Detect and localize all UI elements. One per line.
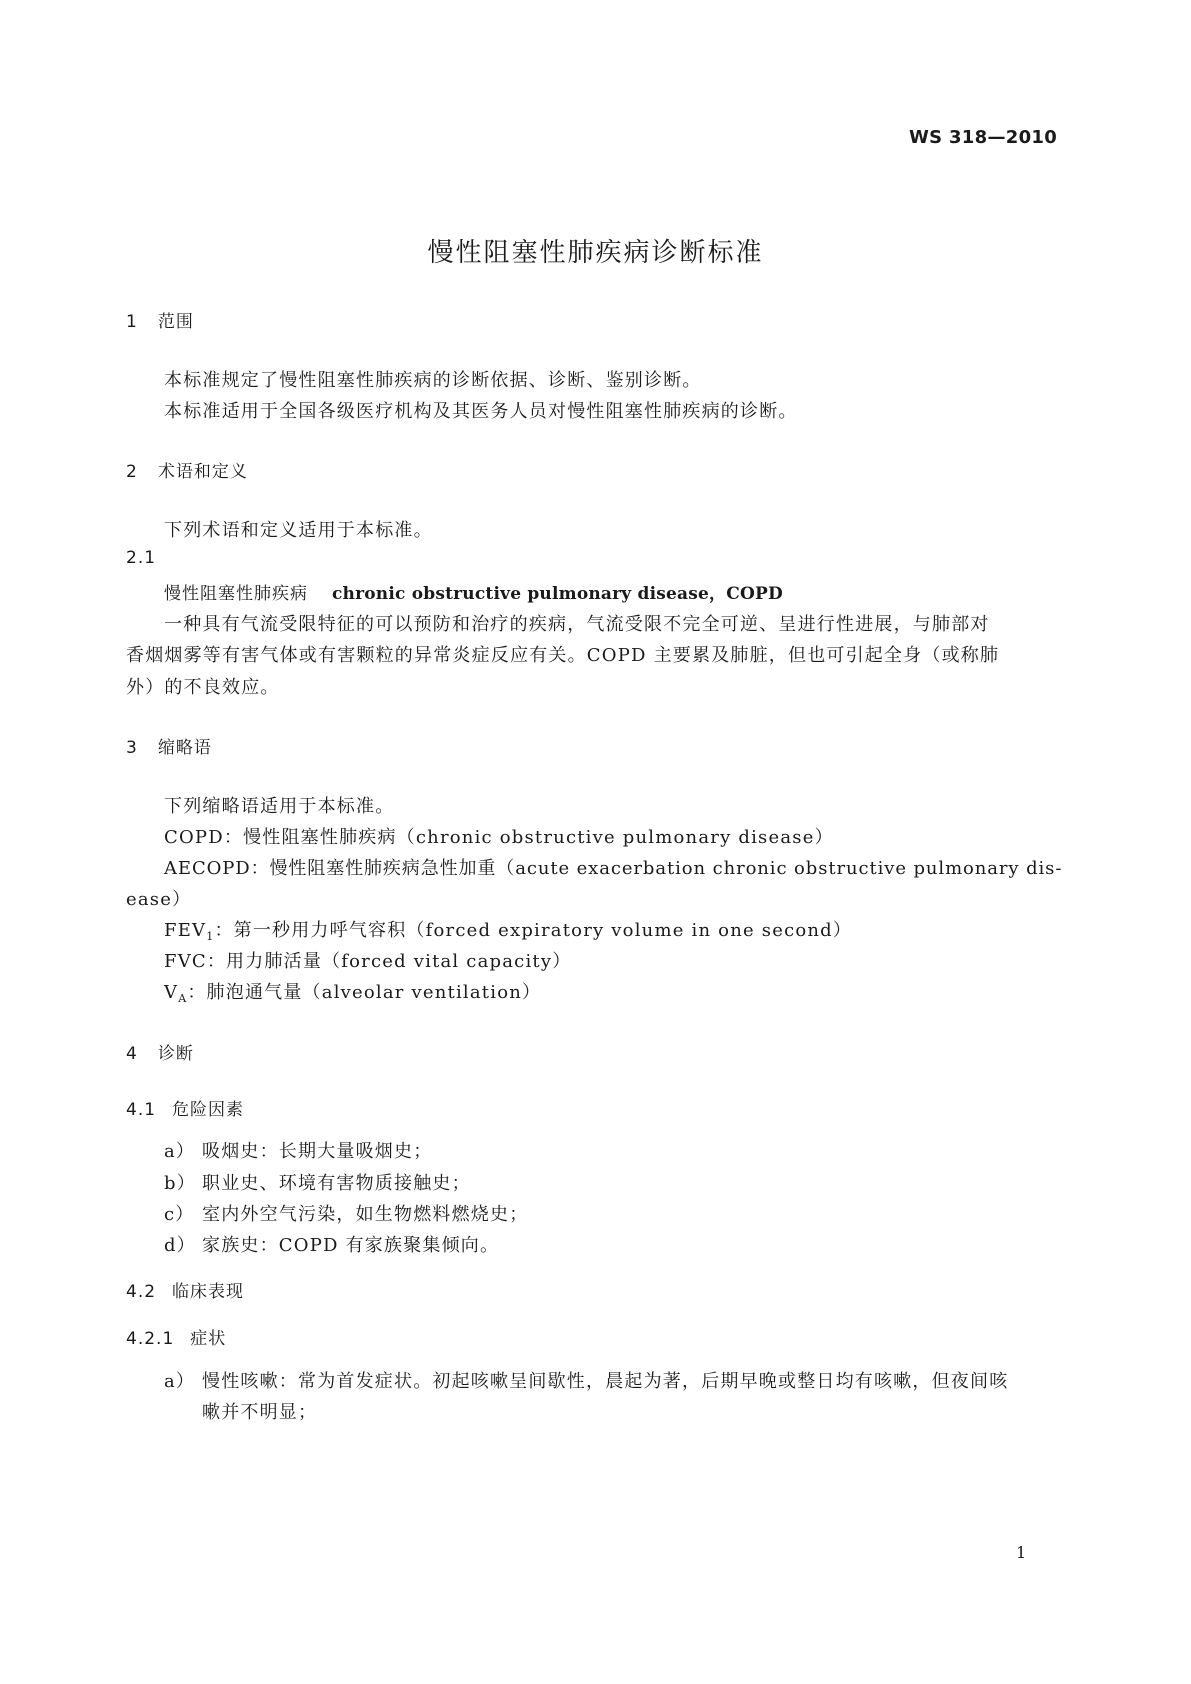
abbr-aecopd-line: AECOPD：慢性阻塞性肺疾病急性加重（acute exacerbation chronic obstructive pulmonary dis- — [164, 858, 1063, 879]
list-item — [164, 1200, 528, 1226]
list-marker: b） — [164, 1173, 196, 1194]
section-title: 缩略语 — [157, 738, 212, 758]
section-title: 临床表现 — [172, 1282, 245, 1302]
list-text: 室内外空气污染，如生物燃料燃烧史； — [202, 1204, 529, 1225]
abbr-fev1 — [164, 916, 852, 942]
page-number: 1 — [1016, 1543, 1027, 1562]
list-item — [164, 1367, 1008, 1393]
section-title: 危险因素 — [172, 1100, 245, 1120]
list-marker: d） — [164, 1235, 196, 1256]
list-text: 职业史、环境有害物质接触史； — [202, 1173, 471, 1194]
section-number: 1 — [126, 312, 138, 332]
abbr-definition: ：肺泡通气量（alveolar ventilation） — [187, 982, 542, 1003]
term-heading — [164, 579, 783, 604]
section-number: 4.1 — [126, 1100, 157, 1120]
abbr-aecopd-line: ease） — [126, 889, 192, 910]
paragraph: 本标准规定了慢性阻塞性肺疾病的诊断依据、诊断、鉴别诊断。 — [164, 370, 702, 391]
section-4-heading — [126, 1039, 194, 1064]
subsection-4-1-heading — [126, 1095, 244, 1120]
list-item — [164, 1231, 499, 1257]
standard-code: WS 318—2010 — [909, 127, 1058, 148]
section-number: 4.2.1 — [126, 1329, 175, 1349]
abbr-va — [164, 978, 541, 1004]
abbr-base: V — [164, 982, 179, 1003]
section-title: 范围 — [157, 312, 194, 332]
term-en: chronic obstructive pulmonary disease，COPD — [332, 584, 783, 604]
list-marker: c） — [164, 1204, 195, 1225]
term-zh: 慢性阻塞性肺疾病 — [164, 584, 308, 604]
section-title: 症状 — [190, 1329, 227, 1349]
section-title: 术语和定义 — [157, 462, 248, 482]
paragraph: 下列术语和定义适用于本标准。 — [164, 520, 433, 541]
definition-line: 一种具有气流受限特征的可以预防和治疗的疾病，气流受限不完全可逆、呈进行性进展，与肺部对 — [164, 614, 990, 635]
list-text: 家族史：COPD 有家族聚集倾向。 — [202, 1235, 500, 1256]
list-text: 吸烟史：长期大量吸烟史； — [202, 1141, 433, 1162]
paragraph: 本标准适用于全国各级医疗机构及其医务人员对慢性阻塞性肺疾病的诊断。 — [164, 401, 798, 422]
subsection-4-2-heading — [126, 1277, 244, 1302]
section-number: 3 — [126, 738, 138, 758]
list-item-continuation: 嗽并不明显； — [202, 1402, 318, 1423]
section-title: 诊断 — [157, 1044, 194, 1064]
list-marker: a） — [164, 1371, 196, 1392]
abbr-copd: COPD：慢性阻塞性肺疾病（chronic obstructive pulmonary disease） — [164, 827, 834, 848]
abbr-definition: ：第一秒用力呼气容积（forced expiratory volume in one second） — [214, 920, 853, 941]
list-text: 慢性咳嗽：常为首发症状。初起咳嗽呈间歇性，晨起为著，后期早晚或整日均有咳嗽，但夜间咳 — [202, 1371, 1009, 1392]
section-number: 4.2 — [126, 1282, 157, 1302]
abbr-base: FEV — [164, 920, 207, 941]
section-number: 4 — [126, 1044, 138, 1064]
list-item — [164, 1137, 432, 1163]
section-number: 2 — [126, 462, 138, 482]
term-number: 2.1 — [126, 548, 157, 568]
section-3-heading — [126, 733, 212, 758]
abbr-subscript: 1 — [206, 930, 215, 943]
abbr-fvc: FVC：用力肺活量（forced vital capacity） — [164, 951, 572, 972]
abbr-subscript: A — [178, 992, 188, 1005]
list-item — [164, 1169, 471, 1195]
list-marker: a） — [164, 1141, 196, 1162]
paragraph: 下列缩略语适用于本标准。 — [164, 796, 395, 817]
page-title: 慢性阻塞性肺疾病诊断标准 — [427, 238, 764, 268]
definition-line: 香烟烟雾等有害气体或有害颗粒的异常炎症反应有关。COPD 主要累及肺脏，但也可引起全身（或称肺 — [126, 645, 1000, 666]
definition-line: 外）的不良效应。 — [126, 677, 280, 698]
subsection-4-2-1-heading — [126, 1324, 226, 1349]
section-1-heading — [126, 307, 194, 332]
section-2-heading — [126, 457, 248, 482]
